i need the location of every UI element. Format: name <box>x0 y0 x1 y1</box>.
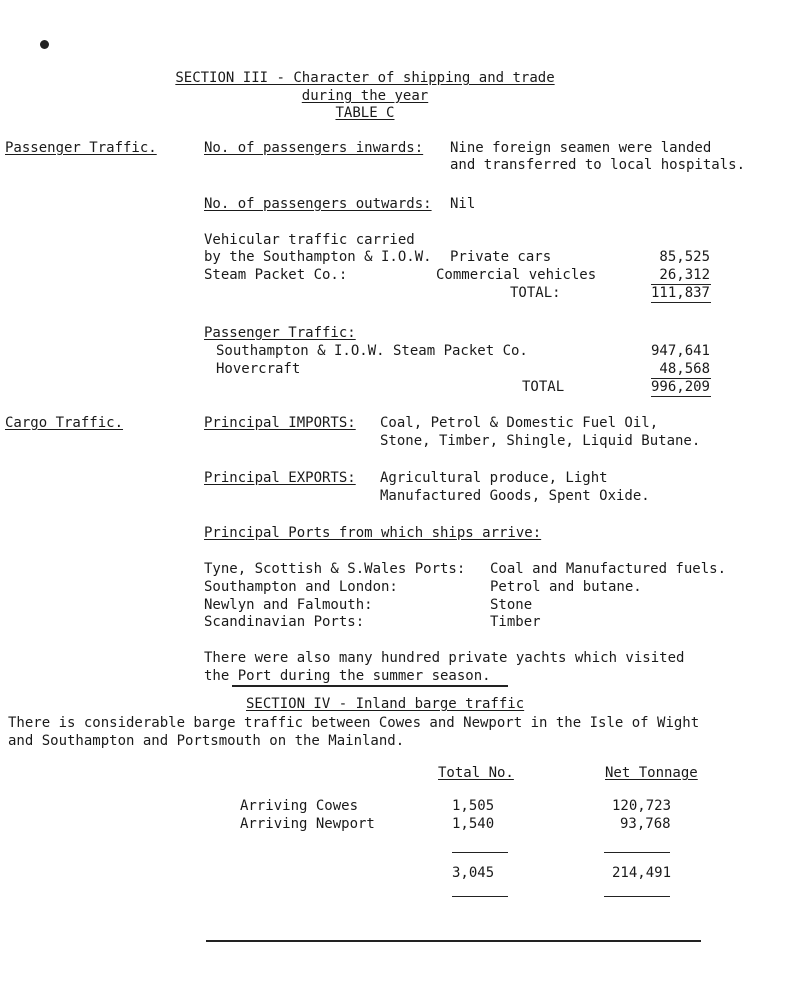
table-label: TABLE C <box>335 105 395 121</box>
hovercraft-value: 48,568 <box>659 361 710 377</box>
section-subtitle: during the year <box>301 88 429 104</box>
port-name: Tyne, Scottish & S.Wales Ports: <box>204 561 466 577</box>
steam-packet-value: 947,641 <box>650 343 710 359</box>
principal-ports-heading: Principal Ports from which ships arrive: <box>204 525 542 541</box>
commercial-vehicles-value: 26,312 <box>659 267 710 283</box>
port-goods: Petrol and butane. <box>490 579 642 595</box>
section-title: SECTION III - Character of shipping and trade <box>175 70 555 86</box>
inwards-label: No. of passengers inwards: <box>204 140 424 156</box>
column-header-net-tonnage: Net Tonnage <box>605 765 698 781</box>
port-goods: Timber <box>490 614 541 630</box>
exports-label: Principal EXPORTS: <box>204 470 356 486</box>
section-divider <box>232 685 508 687</box>
exports-line2: Manufactured Goods, Spent Oxide. <box>380 488 650 504</box>
port-name: Southampton and London: <box>204 579 398 595</box>
imports-line2: Stone, Timber, Shingle, Liquid Butane. <box>380 433 701 449</box>
page-end-rule <box>206 940 701 942</box>
imports-label: Principal IMPORTS: <box>204 415 356 431</box>
barge-sum-tonnage: 214,491 <box>612 865 672 881</box>
vehicles-total-label: TOTAL: <box>510 285 561 301</box>
barge-row-total: 1,540 <box>452 816 495 832</box>
section4-intro-line1: There is considerable barge traffic between Cowes and Newport in the Isle of Wight <box>8 715 700 731</box>
barge-row-tonnage: 93,768 <box>620 816 671 832</box>
vehicles-total-rule <box>651 302 711 303</box>
vehicular-line1: Vehicular traffic carried <box>204 232 415 248</box>
commercial-vehicles-label: Commercial vehicles <box>436 267 597 283</box>
imports-line1: Coal, Petrol & Domestic Fuel Oil, <box>380 415 659 431</box>
port-goods: Coal and Manufactured fuels. <box>490 561 727 577</box>
barge-total-rule <box>452 852 508 853</box>
passenger-total-label: TOTAL <box>522 379 565 395</box>
hovercraft-label: Hovercraft <box>216 361 301 377</box>
port-name: Newlyn and Falmouth: <box>204 597 373 613</box>
exports-line1: Agricultural produce, Light <box>380 470 608 486</box>
inwards-value-line1: Nine foreign seamen were landed <box>450 140 712 156</box>
outwards-label: No. of passengers outwards: <box>204 196 432 212</box>
vehicular-line3: Steam Packet Co.: <box>204 267 348 283</box>
barge-row-total: 1,505 <box>452 798 495 814</box>
vehicles-total-value: 111,837 <box>650 285 710 301</box>
passenger-traffic-side-label: Passenger Traffic. <box>5 140 157 156</box>
passenger-total-rule <box>651 396 711 397</box>
cargo-traffic-side-label: Cargo Traffic. <box>5 415 124 431</box>
private-cars-label: Private cars <box>450 249 552 265</box>
private-cars-value: 85,525 <box>659 249 710 265</box>
passenger-traffic-heading: Passenger Traffic: <box>204 325 356 341</box>
column-header-total-no: Total No. <box>438 765 514 781</box>
section4-title: SECTION IV - Inland barge traffic <box>246 696 525 712</box>
section4-intro-line2: and Southampton and Portsmouth on the Mainland. <box>8 733 405 749</box>
port-goods: Stone <box>490 597 533 613</box>
barge-row-label: Arriving Cowes <box>240 798 359 814</box>
barge-total-double-rule <box>452 896 508 897</box>
barge-tonnage-rule <box>604 852 670 853</box>
barge-tonnage-double-rule <box>604 896 670 897</box>
yachts-line2: the Port during the summer season. <box>204 668 491 684</box>
punch-hole-mark <box>40 40 49 49</box>
port-name: Scandinavian Ports: <box>204 614 365 630</box>
passenger-total-value: 996,209 <box>650 379 710 395</box>
barge-row-tonnage: 120,723 <box>612 798 672 814</box>
outwards-value: Nil <box>450 196 476 212</box>
vehicular-line2: by the Southampton & I.O.W. <box>204 249 432 265</box>
yachts-line1: There were also many hundred private yachts which visited <box>204 650 685 666</box>
steam-packet-label: Southampton & I.O.W. Steam Packet Co. <box>216 343 528 359</box>
inwards-value-line2: and transferred to local hospitals. <box>450 157 746 173</box>
barge-row-label: Arriving Newport <box>240 816 375 832</box>
barge-sum-total: 3,045 <box>452 865 495 881</box>
